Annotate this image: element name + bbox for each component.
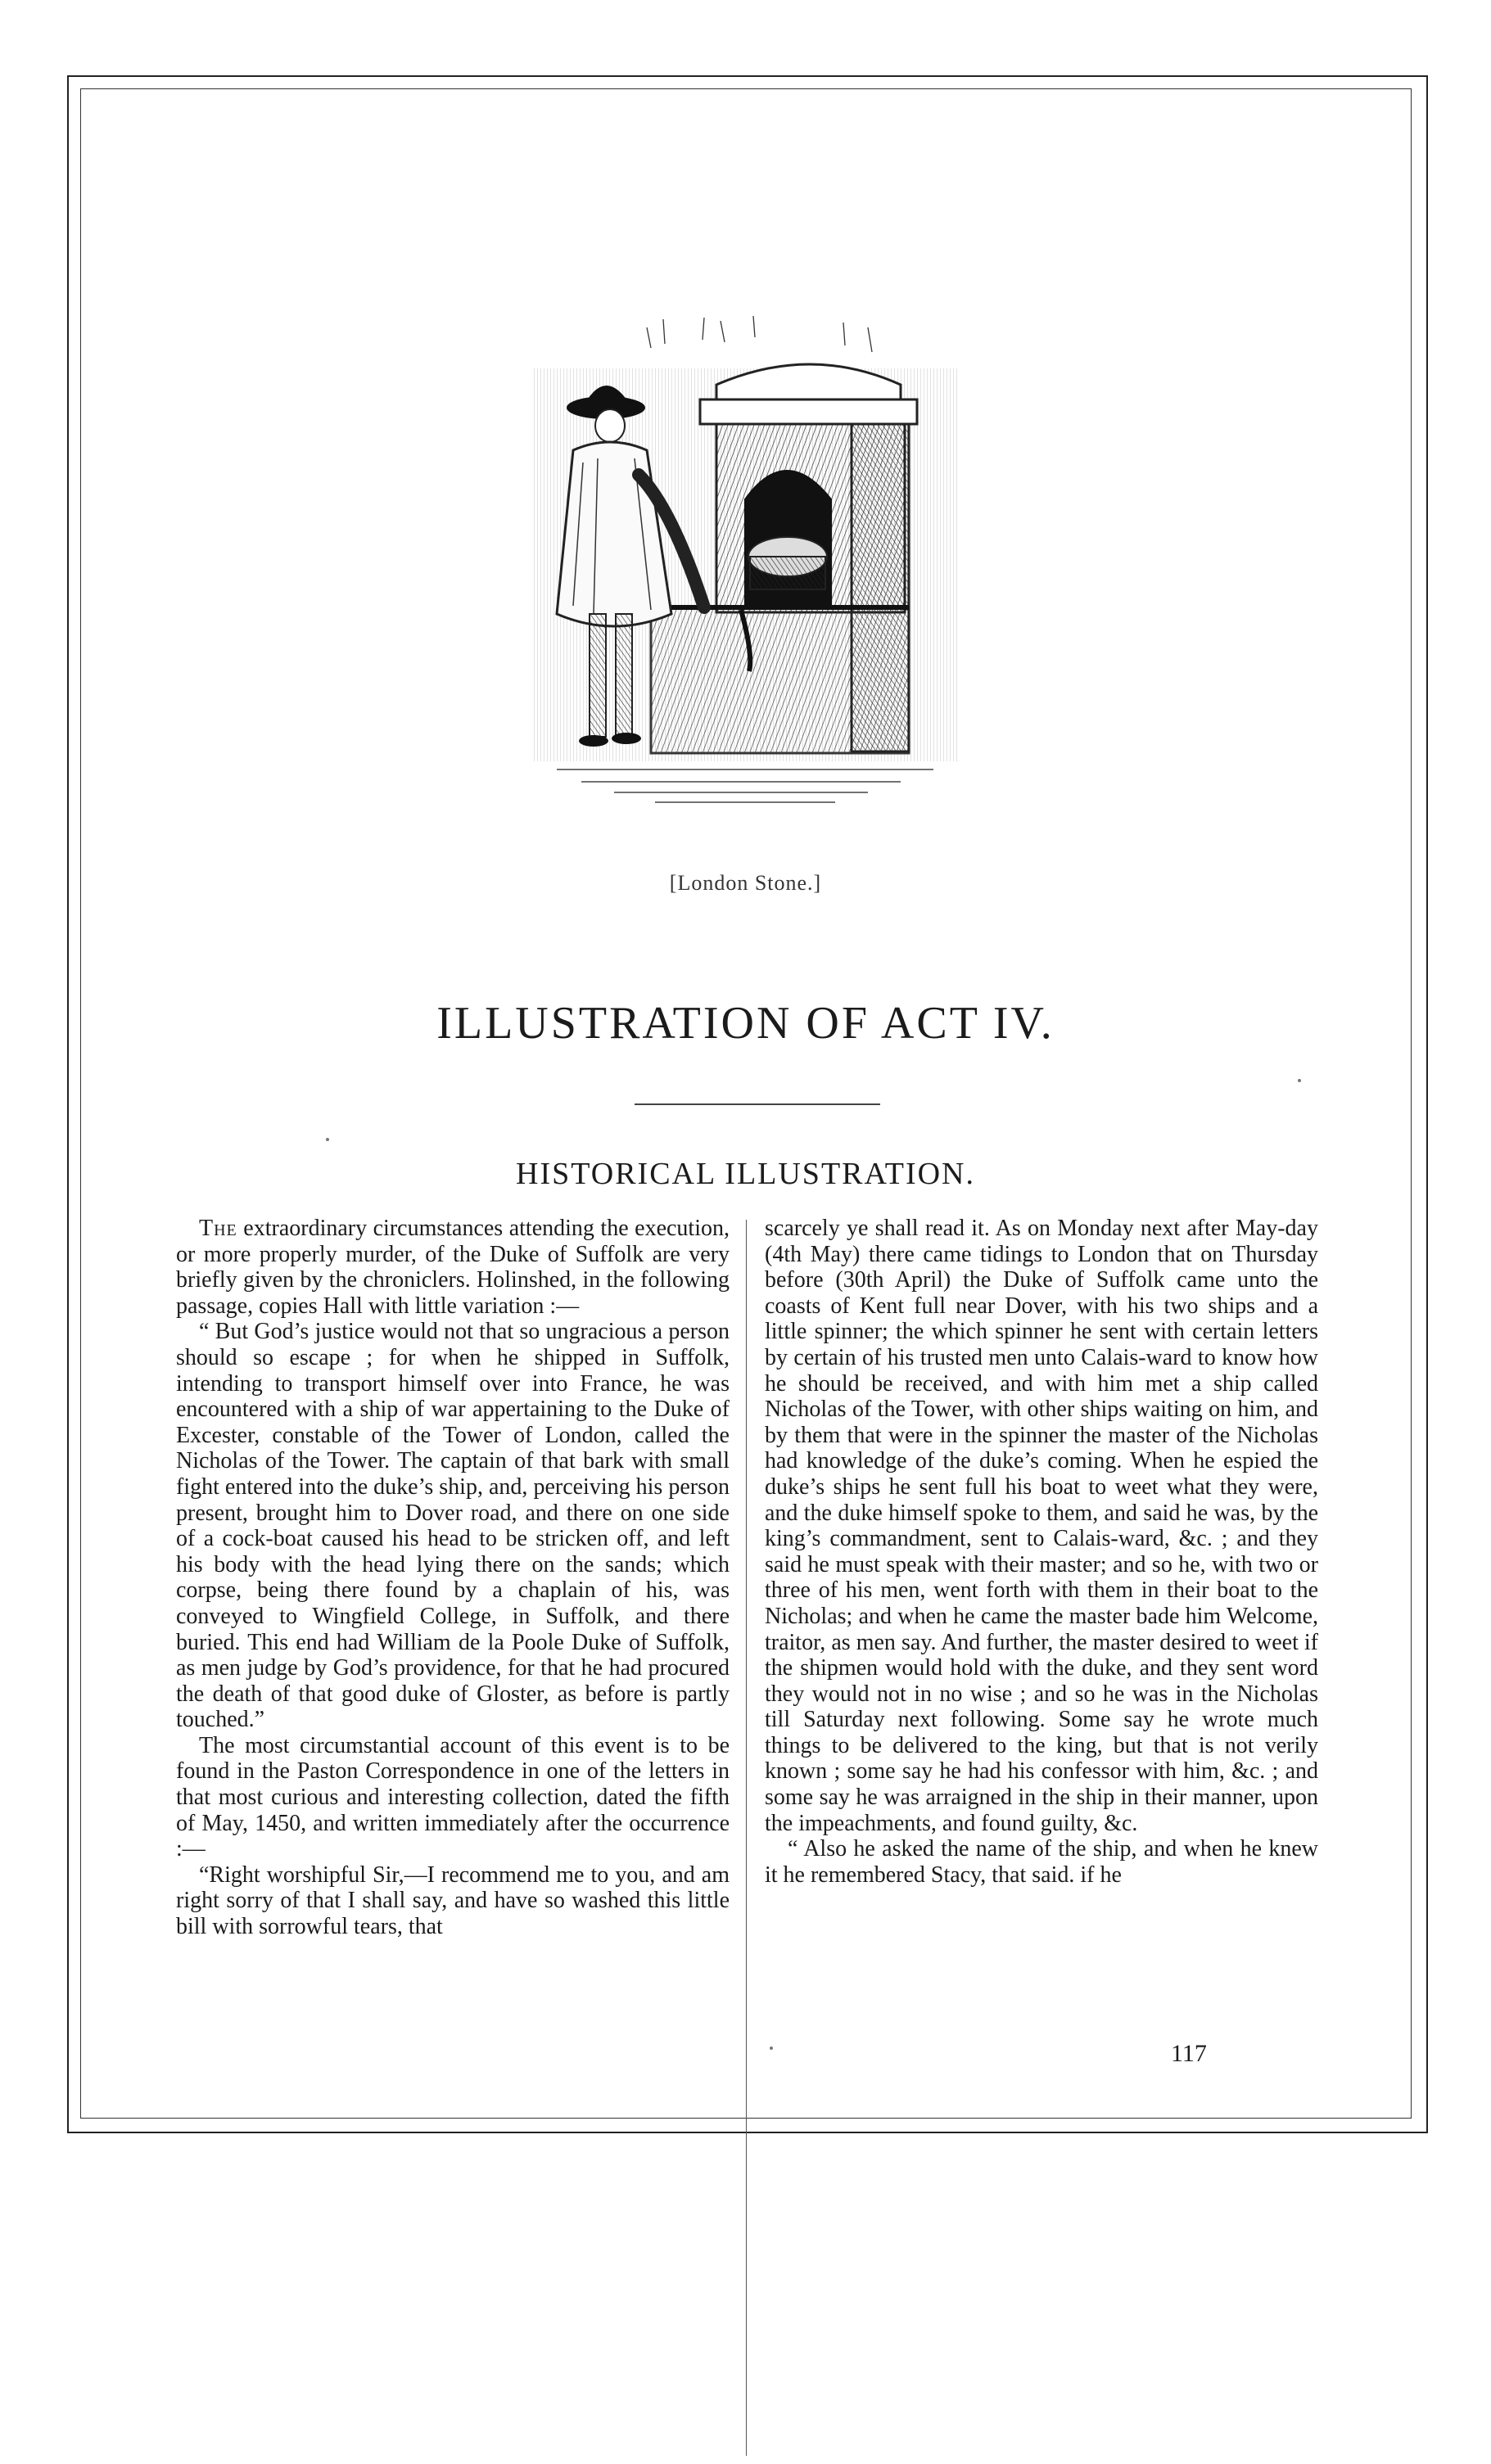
paragraph: scarcely ye shall read it. As on Monday next after May-day (4th May) there came tidings to London that on Thursday before (30th April) the Duke of Suffolk came unto the coasts of Kent full near Dover, with his two ships and a little spinner; the which spinner he sent with certain letters by certain of his trusted men unto Calais-ward to know how he should be received, and with him met a ship called Nicholas of the Tower, with other ships waiting on him, and by them that were in the spinner the master of the Nicholas had knowledge of the duke’s coming. When he espied the duke’s ships he sent full his boat to weet what they were, and the duke himself spoke to them, and said he was, by the king’s commandment, sent to Calais-ward, &c. ; and they said he must speak with their master; and so he, with two or three of his men, went forth with them in their boat to the Nicholas; and when he came the master bade him Welcome, traitor, as men say. And further, the master desired to weet if the shipmen would hold with the duke, and they sent word they would not in no wise ; and so he was in the Nicholas till Saturday next following. Some say he wrote much things to be delivered to the king, but that is not verily known ; some say he had his confessor with him, &c. ; and some say he was arraigned in the ship in their manner, upon the impeachments, and found guilty, &c. (765, 1216, 1318, 1836)
column-divider (746, 1220, 747, 2456)
section-title: HISTORICAL ILLUSTRATION. (516, 1157, 975, 1191)
title-divider (635, 1103, 880, 1105)
right-column (765, 1216, 1318, 2464)
london-stone-engraving (508, 311, 983, 835)
left-column (176, 1216, 730, 2464)
paragraph-text: extraordinary circumstances attending the execution, or more properly murder, of the Duke of Suffolk are very briefly given by the chroniclers. Holinshed, in the following passage, copies Hall with little variation :— (176, 1216, 730, 1319)
paragraph (176, 1216, 730, 1319)
paragraph: The most circumstantial account of this event is to be found in the Paston Correspondence in one of the letters in that most curious and interesting collection, dated the fifth of May, 1450, and written immediately after the occurrence :— (176, 1732, 730, 1862)
speck (770, 2047, 773, 2050)
paragraph: “Right worshipful Sir,—I recommend me to you, and am right sorry of that I shall say, and have so washed this little bill with sorrowful tears, that (176, 1862, 730, 1940)
act-title: ILLUSTRATION OF ACT IV. (436, 998, 1055, 1049)
drop-word: The (199, 1216, 237, 1241)
paragraph: “ But God’s justice would not that so ungracious a person should so escape ; for when he shipped in Suffolk, intending to transport himself over into France, he was encountered with a ship of war appertaining to the Duke of Excester, constable of the Tower of London, called the Nicholas of the Tower. The captain of that bark with small fight entered into the duke’s ship, and, perceiving his person present, brought him to Dover road, and there on one side of a cock-boat caused his head to be stricken off, and left his body with the head lying there on the sands; which corpse, being there found by a chaplain of his, was conveyed to Wingfield College, in Suffolk, and there buried. This end had William de la Poole Duke of Suffolk, as men judge by God’s providence, for that he had procured the death of that good duke of Gloster, as before is partly touched.” (176, 1319, 730, 1733)
speck (1298, 1079, 1301, 1082)
page-number: 117 (1171, 2040, 1207, 2067)
figure-caption: [London Stone.] (669, 871, 822, 895)
speck (326, 1138, 329, 1141)
paragraph: “ Also he asked the name of the ship, and when he knew it he remembered Stacy, that said. if he (765, 1836, 1318, 1888)
